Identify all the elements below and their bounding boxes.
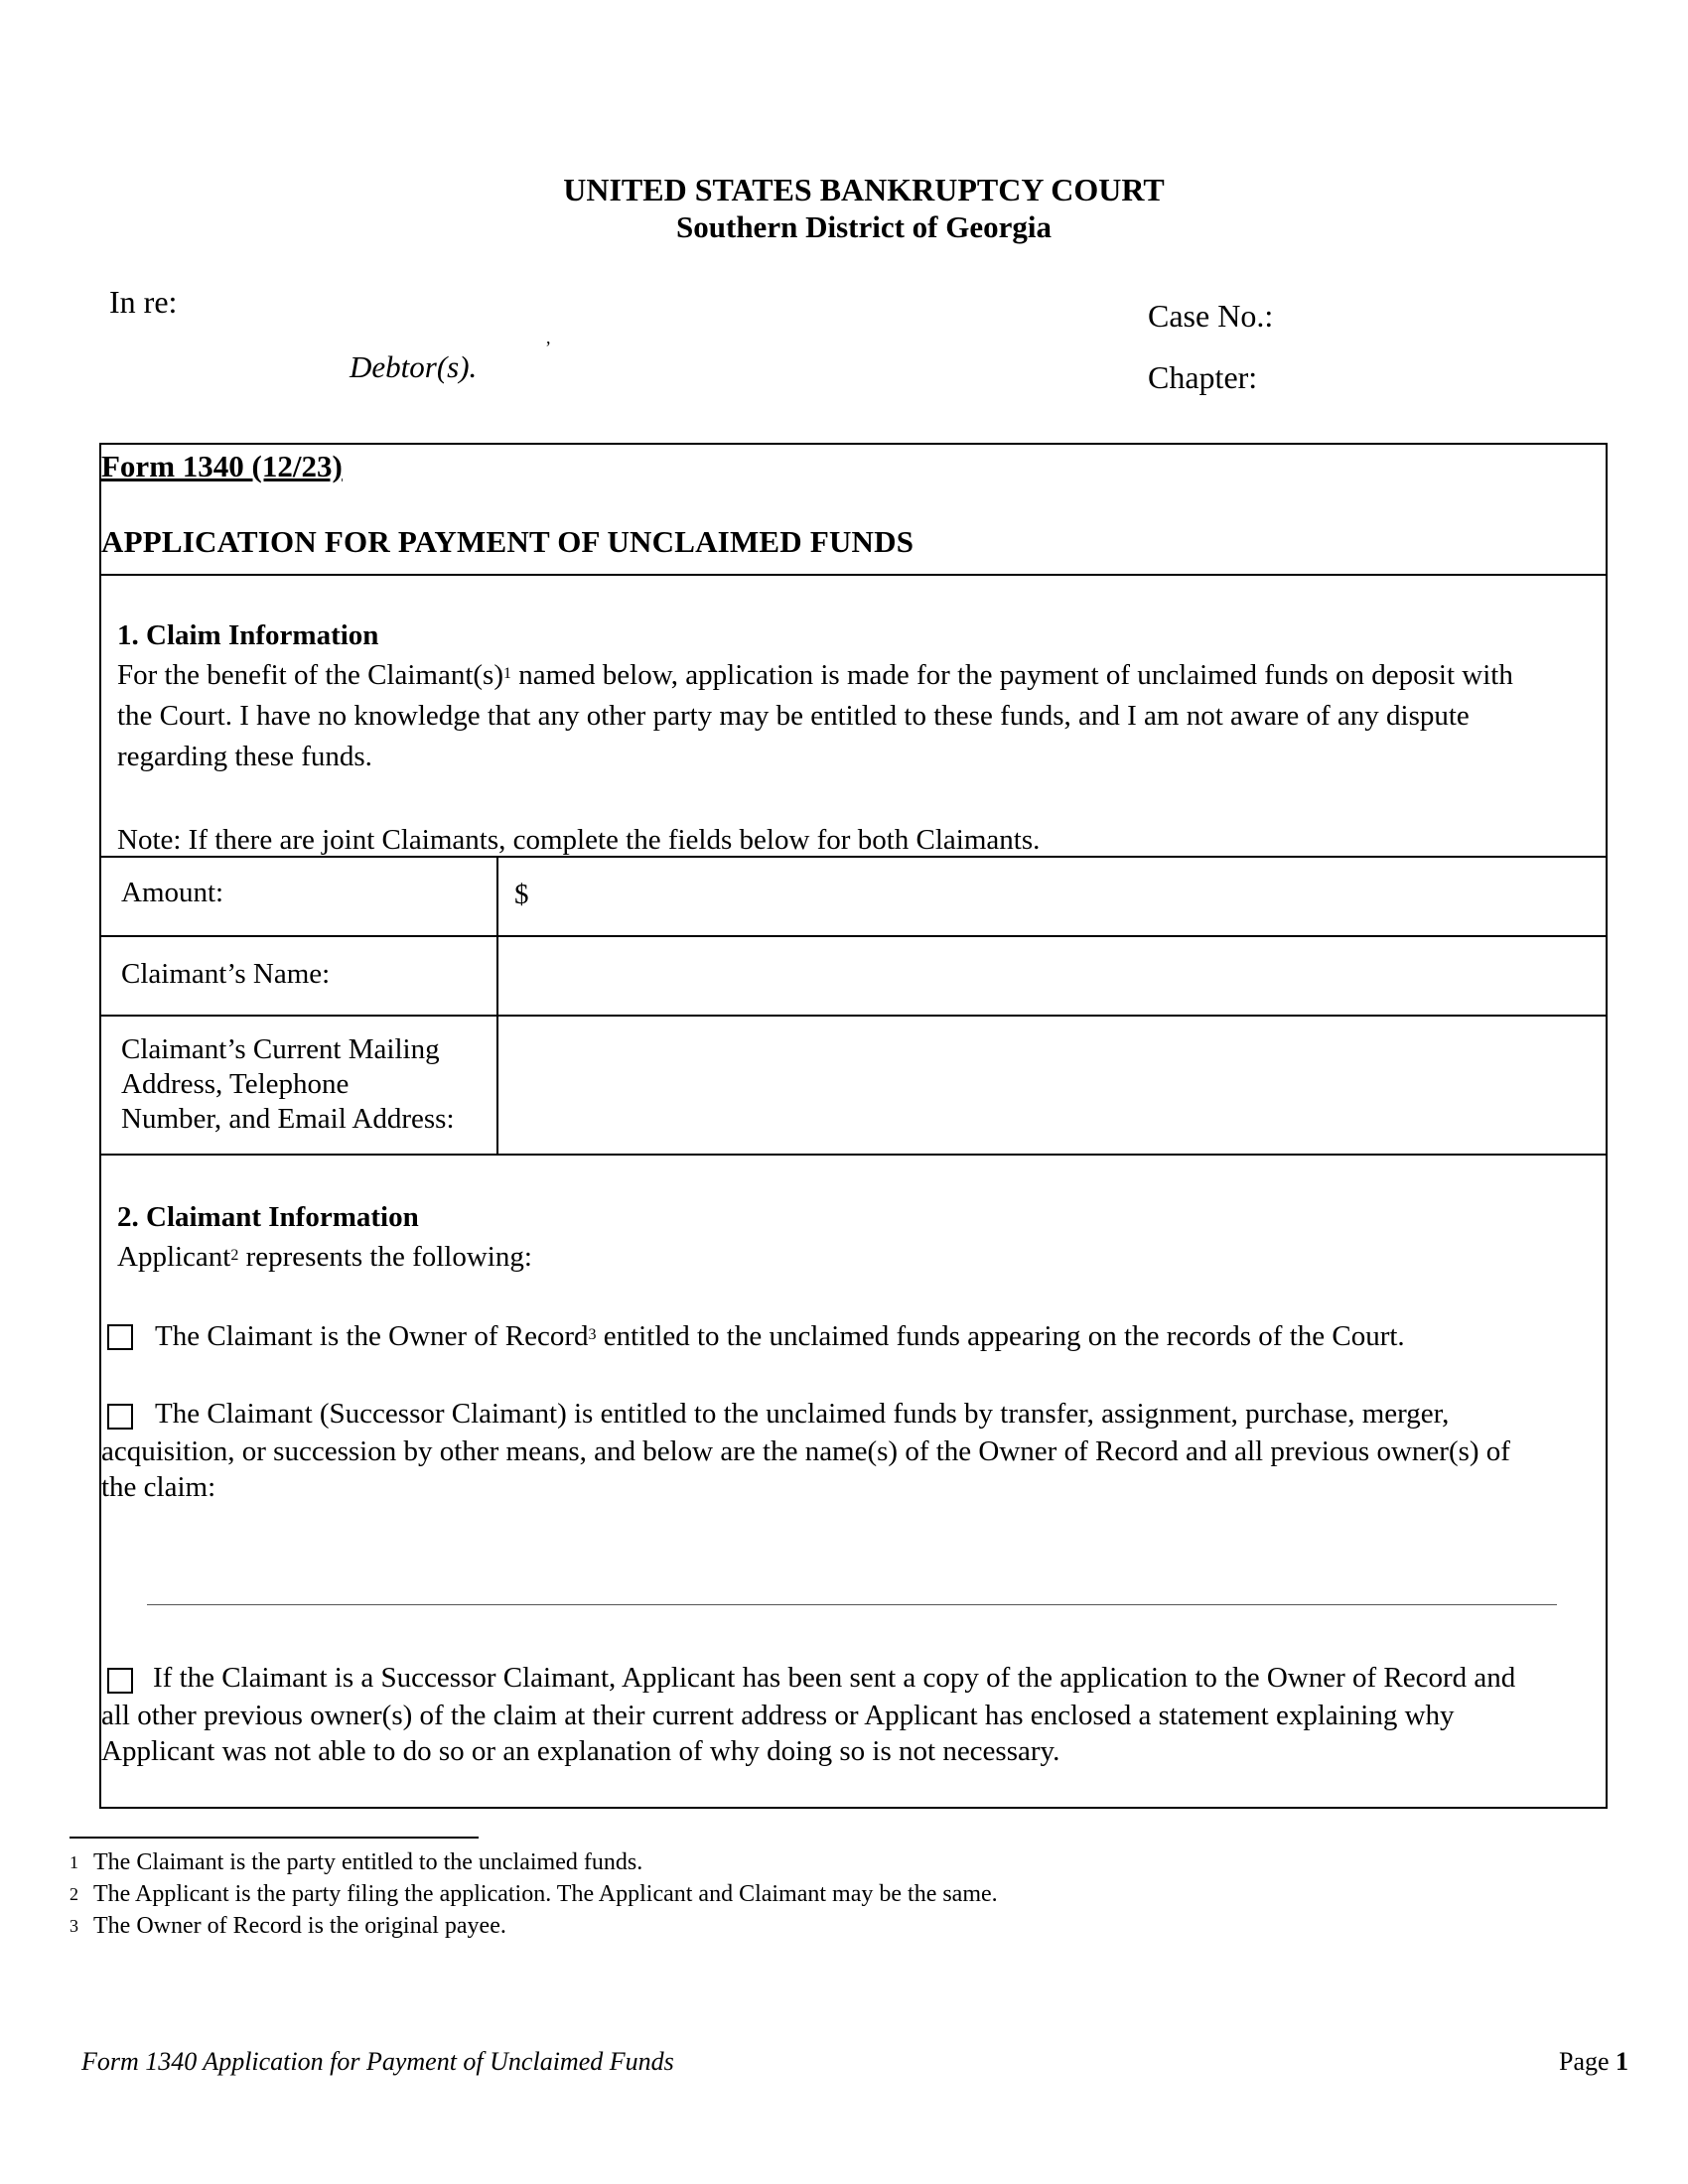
court-title: UNITED STATES BANKRUPTCY COURT <box>563 172 1165 207</box>
claimant-name-field[interactable] <box>508 945 1591 1009</box>
court-district: Southern District of Georgia <box>676 209 1052 244</box>
footnote-3: 3 The Owner of Record is the original payee. <box>70 1913 506 1939</box>
divider <box>101 935 1606 937</box>
section2-heading: 2. Claimant Information <box>117 1201 419 1233</box>
claimant-address-label: Claimant’s Current Mailing Address, Telephone Number, and Email Address: <box>121 1033 455 1135</box>
footnote-1: 1 The Claimant is the party entitled to the unclaimed funds. <box>70 1849 643 1875</box>
chapter-label: Chapter: <box>1148 359 1258 395</box>
footnote-ref-3: 3 <box>588 1326 597 1343</box>
claimant-name-label: Claimant’s Name: <box>121 958 331 990</box>
amount-field[interactable] <box>544 866 1577 929</box>
amount-currency-symbol: $ <box>514 879 529 910</box>
divider <box>101 574 1606 576</box>
owner-of-record-checkbox[interactable] <box>107 1324 133 1350</box>
section2-intro: Applicant$^2$ represents the following: <box>117 1241 532 1273</box>
form-box <box>99 443 1608 1809</box>
case-number-label: Case No.: <box>1148 298 1274 334</box>
footnote-2: 2 The Applicant is the party filing the application. The Applicant and Claimant may be the same. <box>70 1881 998 1907</box>
owner-notified-option-line2: all other previous owner(s) of the claim at their current address or Applicant has enclosed a statement explaining why <box>101 1700 1455 1731</box>
footnote-ref-2: 2 <box>230 1247 239 1264</box>
page-number: Page 1 <box>1559 2047 1629 2076</box>
successor-claimant-checkbox[interactable] <box>107 1404 133 1430</box>
divider <box>101 856 1606 858</box>
divider <box>101 1154 1606 1156</box>
form-number: Form 1340 (12/23) <box>101 449 343 483</box>
debtor-comma: , <box>546 328 551 347</box>
previous-owners-line[interactable] <box>147 1604 1557 1605</box>
successor-claimant-option-line3: the claim: <box>101 1471 216 1503</box>
section1-heading: 1. Claim Information <box>117 619 379 651</box>
footnote-separator <box>70 1837 479 1839</box>
debtor-label: Debtor(s). <box>350 349 478 384</box>
in-re-label: In re: <box>109 284 178 320</box>
successor-claimant-option-line2: acquisition, or succession by other means, and below are the name(s) of the Owner of Record and all previous owner(s) of <box>101 1435 1510 1467</box>
field-column-divider <box>496 856 498 1154</box>
joint-claimants-note: Note: If there are joint Claimants, complete the fields below for both Claimants. <box>117 824 1041 856</box>
claimant-address-field[interactable] <box>508 1024 1591 1144</box>
owner-notified-checkbox[interactable] <box>107 1668 133 1694</box>
footnote-ref-1: 1 <box>502 665 511 682</box>
owner-notified-option-line3: Applicant was not able to do so or an explanation of why doing so is not necessary. <box>101 1735 1060 1767</box>
form-title: APPLICATION FOR PAYMENT OF UNCLAIMED FUNDS <box>101 524 914 559</box>
divider <box>101 1015 1606 1017</box>
footer-form-title: Form 1340 Application for Payment of Unclaimed Funds <box>81 2047 674 2076</box>
successor-claimant-option-line1: The Claimant (Successor Claimant) is entitled to the unclaimed funds by transfer, assignment, purchase, merger, <box>155 1398 1450 1430</box>
section1-paragraph: For the benefit of the $Claimant(s)^1$ named below, application is made for the payment of unclaimed funds on deposit with the Court. I have no knowledge that any other party may be entitled to these funds, and I am not aware of any dispute regarding these funds. <box>117 659 1513 772</box>
owner-of-record-option: The Claimant is the Owner of Record$^3$ entitled to the unclaimed funds appearing on the records of the Court. <box>155 1320 1405 1352</box>
owner-notified-option-line1: If the Claimant is a Successor Claimant, Applicant has been sent a copy of the application to the Owner of Record and <box>153 1662 1516 1694</box>
amount-label: Amount: <box>121 877 224 908</box>
